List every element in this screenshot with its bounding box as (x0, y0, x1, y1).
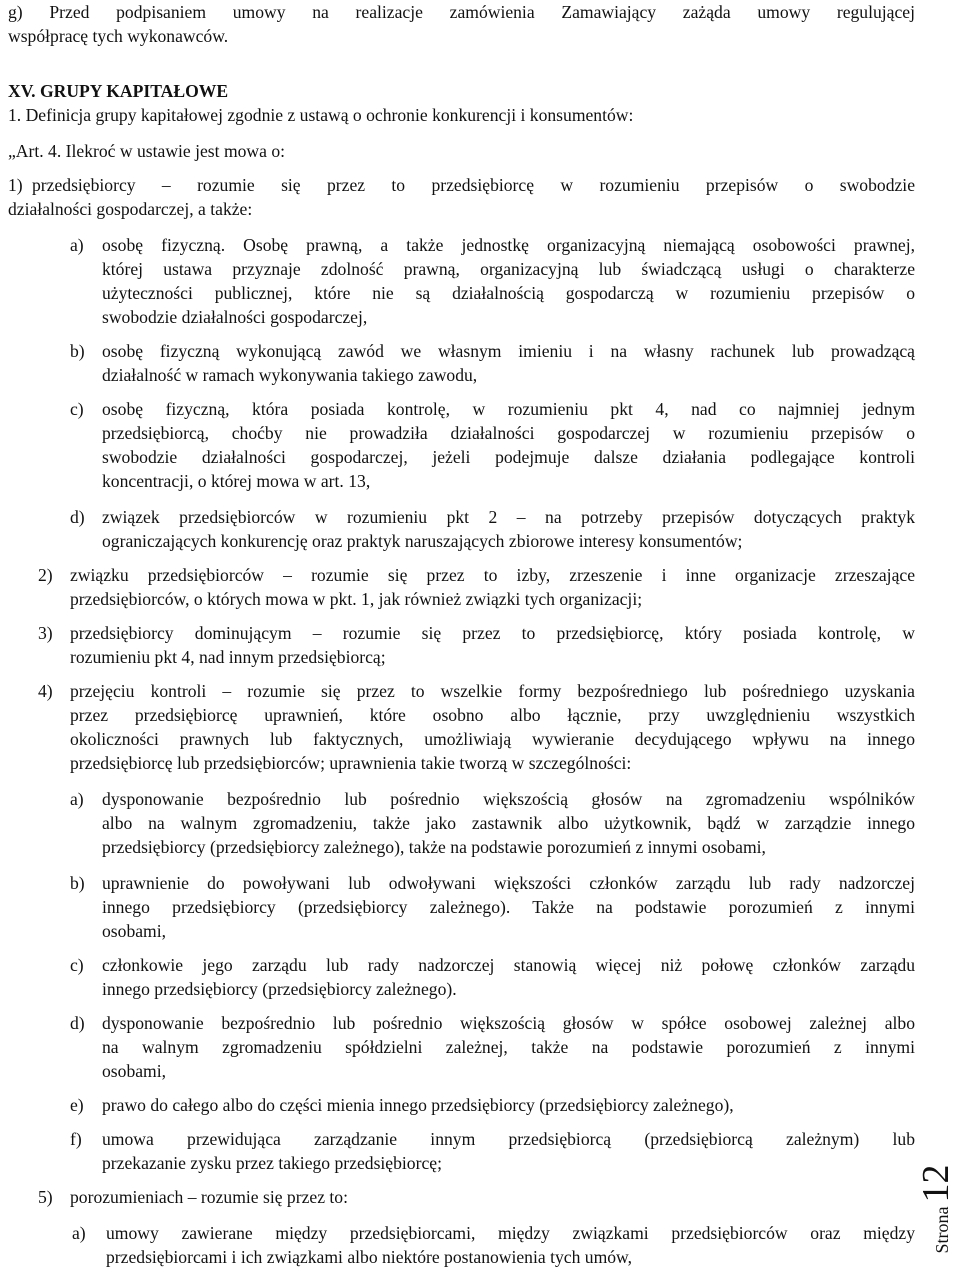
item-1a-label: a) (70, 235, 84, 255)
section-title: XV. GRUPY KAPITAŁOWE (8, 81, 229, 101)
item-4-line3: okoliczności prawnych lub faktycznych, umożliwiają wywieranie decydującego wpływu na innego (70, 729, 915, 749)
item-1a-line3: użyteczności publicznej, które nie są działalnością gospodarczą w rozumieniu przepisów o (102, 283, 915, 303)
item-4a-line3: przedsiębiorcy (przedsiębiorcy zależnego), także na podstawie porozumień z innymi osobami, (102, 837, 766, 857)
item-2-line1: związku przedsiębiorców – rozumie się przez to izby, zrzeszenie i inne organizacje zrzeszające (70, 565, 915, 585)
item-1b-label: b) (70, 341, 85, 361)
item-5a-line2: przedsiębiorcami i ich związkami albo niektóre postanowienia tych umów, (106, 1247, 633, 1267)
item-3-label: 3) (38, 623, 53, 643)
item-1-line2: działalności gospodarczej, a także: (8, 199, 253, 219)
item-4f-line2: przekazanie zysku przez takiego przedsiębiorcę; (102, 1153, 442, 1173)
item-1d-line1: związek przedsiębiorców w rozumieniu pkt 2 – na potrzeby przepisów dotyczących praktyk (102, 507, 915, 527)
item-3-line1: przedsiębiorcy dominującym – rozumie się przez to przedsiębiorcę, który posiada kontrolę, w (70, 623, 915, 643)
item-1a-line2: której ustawa przyznaje zdolność prawną, organizacyjną lub świadczącą usługi o charakterze (102, 259, 915, 279)
item-1c-line1: osobę fizyczną, która posiada kontrolę, w rozumieniu pkt 4, nad co najmniej jednym (102, 399, 915, 419)
item-4d-label: d) (70, 1013, 85, 1033)
item-4b-line2: innego przedsiębiorcy (przedsiębiorcy zależnego). Także na podstawie porozumień z innymi (102, 897, 915, 917)
item-4b-line1: uprawnienie do powoływani lub odwoływani większości członków zarządu lub rady nadzorczej (102, 873, 915, 893)
item-5-label: 5) (38, 1187, 53, 1207)
item-4c-line1: członkowie jego zarządu lub rady nadzorczej stanowią więcej niż połowę członków zarządu (102, 955, 915, 975)
item-4e-label: e) (70, 1095, 84, 1115)
item-5-text: porozumieniach – rozumie się przez to: (70, 1187, 348, 1207)
page-number: 12 (915, 1164, 957, 1203)
item-1b-line1: osobę fizyczną wykonującą zawód we własnym imieniu i na własny rachunek lub prowadzącą (102, 341, 915, 361)
item-2-label: 2) (38, 565, 53, 585)
item-4e-text: prawo do całego albo do części mienia innego przedsiębiorcy (przedsiębiorcy zależnego), (102, 1095, 734, 1115)
item-1a-line4: swobodzie działalności gospodarczej, (102, 307, 368, 327)
item-4b-line3: osobami, (102, 921, 167, 941)
item-1c-line3: swobodzie działalności gospodarczej, jeżeli podejmuje dalsze działania podlegające kontroli (102, 447, 915, 467)
item-4d-line2: na walnym zgromadzeniu spółdzielni zależnej, także na podstawie porozumień z innymi (102, 1037, 915, 1057)
paragraph-g-line2: współpracę tych wykonawców. (8, 26, 229, 46)
item-3-line2: rozumieniu pkt 4, nad innym przedsiębiorcą; (70, 647, 386, 667)
item-1-line1: przedsiębiorcy – rozumie się przez to przedsiębiorcę w rozumieniu przepisów o swobodzie (32, 175, 915, 195)
item-5a-line1: umowy zawierane między przedsiębiorcami, między związkami przedsiębiorców oraz między (106, 1223, 915, 1243)
item-4a-line1: dysponowanie bezpośrednio lub pośrednio większością głosów na zgromadzeniu wspólników (102, 789, 915, 809)
item-4a-line2: albo na walnym zgromadzeniu, także jako zastawnik albo użytkownik, bądź w zarządzie innego (102, 813, 915, 833)
item-5a-label: a) (72, 1223, 86, 1243)
item-4-label: 4) (38, 681, 53, 701)
art-4-heading: „Art. 4. Ilekroć w ustawie jest mowa o: (8, 141, 286, 161)
page-number-marker (912, 1150, 960, 1268)
item-2-line2: przedsiębiorców, o których mowa w pkt. 1, jak również związki tych organizacji; (70, 589, 643, 609)
page-word: Strona (932, 1206, 952, 1254)
item-4d-line1: dysponowanie bezpośrednio lub pośrednio większością głosów w spółce osobowej zależnej albo (102, 1013, 915, 1033)
item-4-line4: przedsiębiorcę lub przedsiębiorców; uprawnienia takie tworzą w szczególności: (70, 753, 632, 773)
item-4d-line3: osobami, (102, 1061, 167, 1081)
item-1d-label: d) (70, 507, 85, 527)
item-4b-label: b) (70, 873, 85, 893)
point-1: 1. Definicja grupy kapitałowej zgodnie z ustawą o ochronie konkurencji i konsumentów: (8, 105, 634, 125)
item-4-line1: przejęciu kontroli – rozumie się przez to wszelkie formy bezpośredniego lub pośredniego uzyskania (70, 681, 915, 701)
item-1-label: 1) (8, 175, 23, 195)
item-4c-line2: innego przedsiębiorcy (przedsiębiorcy zależnego). (102, 979, 457, 999)
item-1c-line4: koncentracji, o której mowa w art. 13, (102, 471, 371, 491)
item-1c-line2: przedsiębiorcą, choćby nie prowadziła działalności gospodarczej w rozumieniu przepisów o (102, 423, 915, 443)
item-4f-line1: umowa przewidująca zarządzanie innym przedsiębiorcą (przedsiębiorcą zależnym) lub (102, 1129, 915, 1149)
item-1a-line1: osobę fizyczną. Osobę prawną, a także jednostkę organizacyjną niemającą osobowości prawnej, (102, 235, 915, 255)
item-1c-label: c) (70, 399, 84, 419)
item-4a-label: a) (70, 789, 84, 809)
item-1b-line2: działalność w ramach wykonywania takiego zawodu, (102, 365, 478, 385)
item-4-line2: przez przedsiębiorcę uprawnień, które osobno albo łącznie, przy uwzględnieniu wszystkich (70, 705, 915, 725)
paragraph-g-line1: g) Przed podpisaniem umowy na realizacje zamówienia Zamawiający zażąda umowy regulującej (8, 2, 915, 22)
item-4c-label: c) (70, 955, 84, 975)
item-4f-label: f) (70, 1129, 82, 1149)
item-1d-line2: ograniczających konkurencję oraz praktyk naruszających zbiorowe interesy konsumentów; (102, 531, 743, 551)
